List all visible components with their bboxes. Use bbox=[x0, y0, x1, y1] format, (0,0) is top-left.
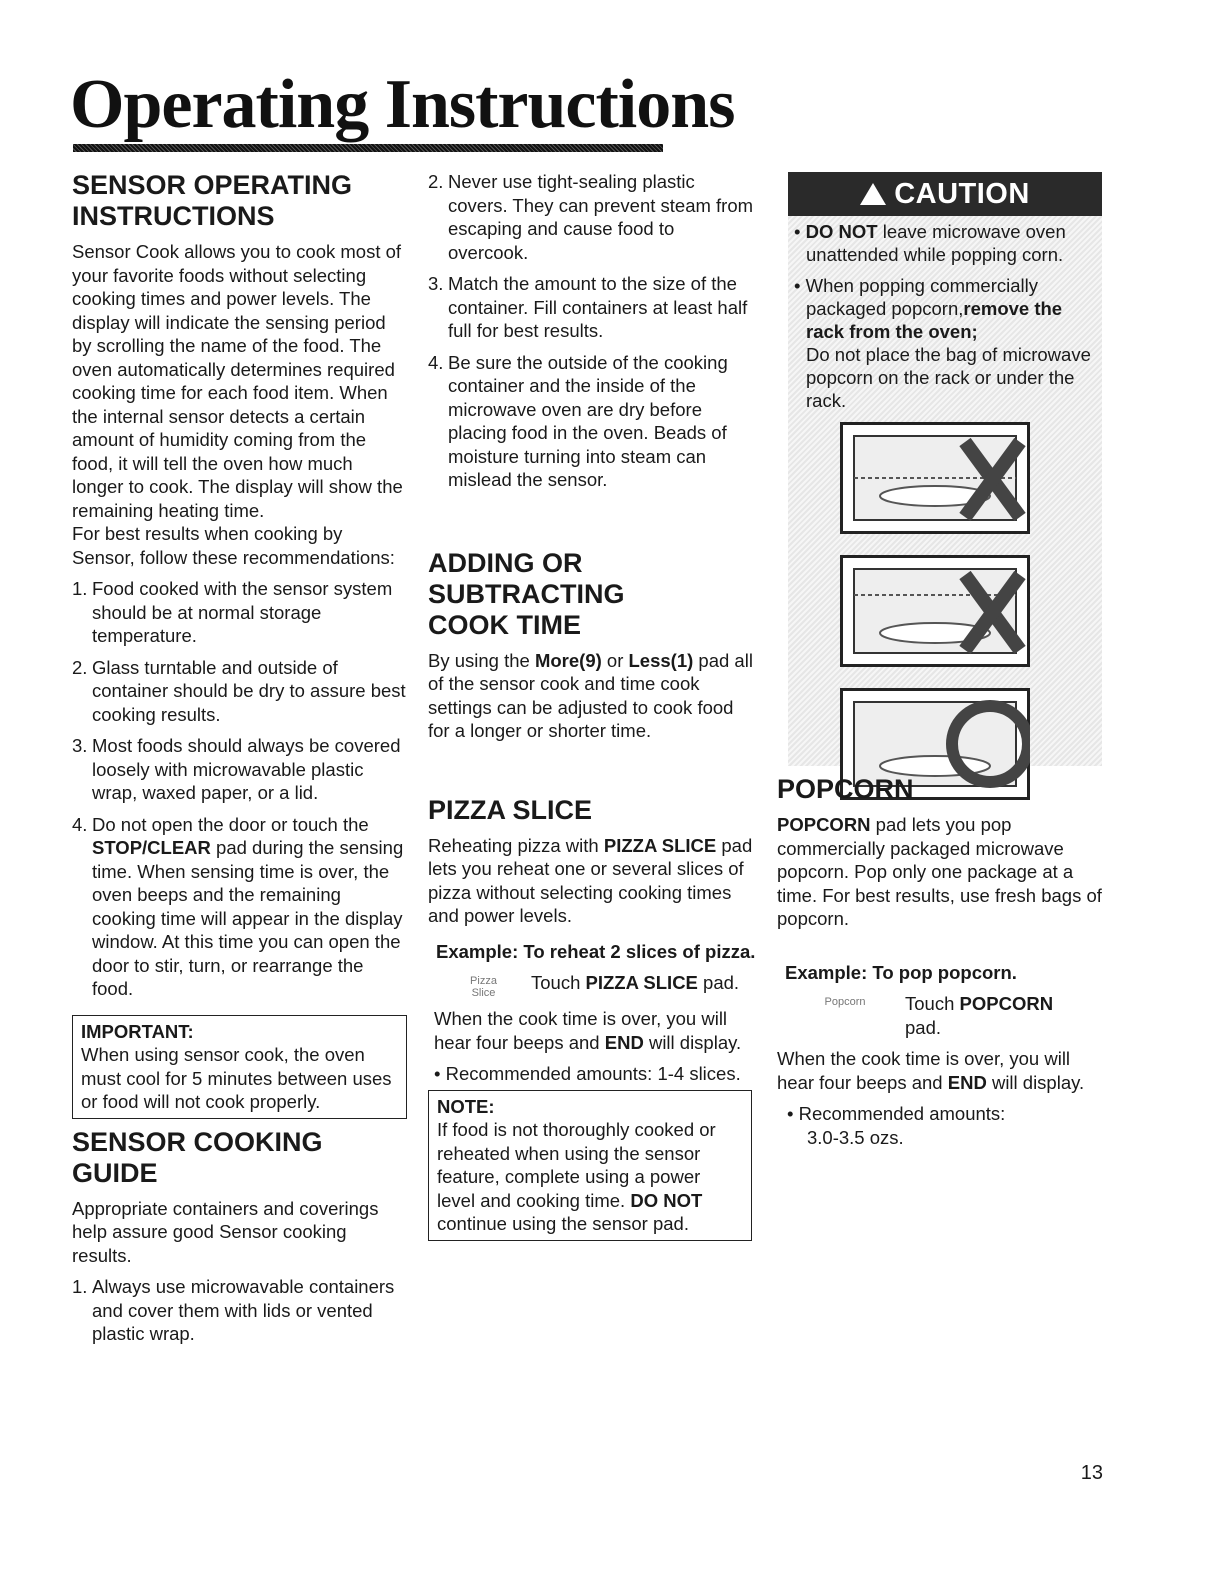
column-middle bbox=[428, 170, 758, 1241]
list-item: 1. Always use microwavable containers and cover them with lids or vented plastic wrap. bbox=[72, 1276, 395, 1344]
adding-subtracting-text: By using the More(9) or Less(1) pad all of the sensor cook and time cook settings can be adjusted to cook food for a longer or shorter time. bbox=[428, 649, 753, 741]
list-item: 2. Glass turntable and outside of container should be dry to assure best cooking results. bbox=[72, 656, 406, 725]
popcorn-recommended: • Recommended amounts: 3.0-3.5 ozs. bbox=[787, 1103, 1006, 1148]
page-title: Operating Instructions bbox=[70, 66, 735, 143]
warning-icon bbox=[860, 183, 886, 205]
list-item: 4. Be sure the outside of the cooking container and the inside of the microwave oven are dry before placing food in the oven. Beads of moisture turning into steam can mislead the sensor. bbox=[428, 351, 728, 490]
column-left bbox=[72, 170, 407, 1354]
page-number: 13 bbox=[1080, 1462, 1103, 1484]
popcorn-heading: POPCORN bbox=[777, 774, 914, 804]
popcorn-example-heading: Example: To pop popcorn. bbox=[785, 961, 1017, 983]
pizza-slice-heading: PIZZA SLICE bbox=[428, 794, 593, 825]
caution-box bbox=[788, 172, 1102, 766]
important-box bbox=[72, 1015, 407, 1119]
important-label: IMPORTANT: bbox=[81, 1020, 194, 1042]
list-item: 3. Match the amount to the size of the container. Fill containers at least half full for best results. bbox=[428, 273, 748, 341]
sensor-operating-intro2: For best results when cooking by Sensor, follow these recommendations: bbox=[72, 523, 395, 568]
column-right bbox=[777, 774, 1107, 1149]
sensor-guide-heading: SENSOR COOKING GUIDE bbox=[72, 1126, 323, 1188]
title-underline bbox=[73, 144, 663, 152]
popcorn-after-text: When the cook time is over, you will hear four beeps and END will display. bbox=[777, 1048, 1085, 1093]
popcorn-touch-step: Popcorn Touch POPCORN pad. bbox=[777, 992, 1107, 1039]
list-item: 1. Food cooked with the sensor system should be at normal storage temperature. bbox=[72, 578, 393, 646]
pizza-example-heading: Example: To reheat 2 slices of pizza. bbox=[436, 940, 756, 962]
important-text: When using sensor cook, the oven must cool for 5 minutes between uses or food will not cook properly. bbox=[81, 1044, 392, 1112]
pizza-after-text: When the cook time is over, you will hear four beeps and END will display. bbox=[434, 1008, 742, 1053]
sensor-recommendations-list bbox=[72, 577, 407, 1001]
caution-header: CAUTION bbox=[788, 172, 1102, 216]
note-label: NOTE: bbox=[437, 1095, 495, 1117]
oven-rack-below-bag-illustration bbox=[840, 555, 1030, 667]
pizza-slice-intro: Reheating pizza with PIZZA SLICE pad lets you reheat one or several slices of pizza without selecting cooking times and power levels. bbox=[428, 834, 753, 926]
caution-item-1: • DO NOT leave microwave oven unattended while popping corn. bbox=[794, 221, 1066, 265]
list-item: 4. Do not open the door or touch the STOP/CLEAR pad during the sensing time. When sensing time is over, the oven beeps and the remaining cooking time will appear in the display window. At this time you can open the door to stir, turn, or rearrange the food. bbox=[72, 813, 404, 999]
note-box: NOTE: If food is not thoroughly cooked or reheated when using the sensor feature, complete using a power level and cooking time. DO NOT continue using the sensor pad. bbox=[428, 1090, 752, 1241]
oven-rack-above-bag-illustration bbox=[840, 422, 1030, 534]
pizza-slice-pad-icon: Pizza Slice bbox=[470, 975, 497, 999]
sensor-operating-intro: Sensor Cook allows you to cook most of your favorite foods without selecting cooking times and power levels. The display will indicate the sensing period by scrolling the name of the food. The oven automatically determines required cooking time for each food item. When the internal sensor detects a certain amount of humidity coming from the food, it will tell the oven how much longer to cook. The display will show the remaining heating time. bbox=[72, 241, 403, 521]
sensor-guide-list-continued bbox=[428, 170, 758, 492]
list-item: 2. Never use tight-sealing plastic covers. They can prevent steam from escaping and cause food to overcook. bbox=[428, 171, 754, 263]
popcorn-intro: POPCORN pad lets you pop commercially packaged microwave popcorn. Pop only one package at a time. For best results, use fresh bags of popcorn. bbox=[777, 814, 1102, 929]
pizza-recommended: • Recommended amounts: 1-4 slices. bbox=[434, 1063, 741, 1084]
caution-item-2: • When popping commercially packaged popcorn,remove the rack from the oven; Do not place the bag of microwave popcorn on the rack or under the rack. bbox=[794, 275, 1091, 411]
sensor-guide-list bbox=[72, 1275, 407, 1346]
popcorn-pad-icon: Popcorn bbox=[824, 996, 866, 1008]
adding-subtracting-heading: ADDING OR SUBTRACTING COOK TIME bbox=[428, 547, 625, 640]
sensor-guide-intro: Appropriate containers and coverings help assure good Sensor cooking results. bbox=[72, 1197, 379, 1266]
pizza-touch-step: Pizza Slice Touch PIZZA SLICE pad. bbox=[428, 971, 758, 999]
list-item: 3. Most foods should always be covered loosely with microwavable plastic wrap, waxed paper, or a lid. bbox=[72, 735, 401, 803]
sensor-operating-heading: SENSOR OPERATING INSTRUCTIONS bbox=[72, 170, 353, 231]
